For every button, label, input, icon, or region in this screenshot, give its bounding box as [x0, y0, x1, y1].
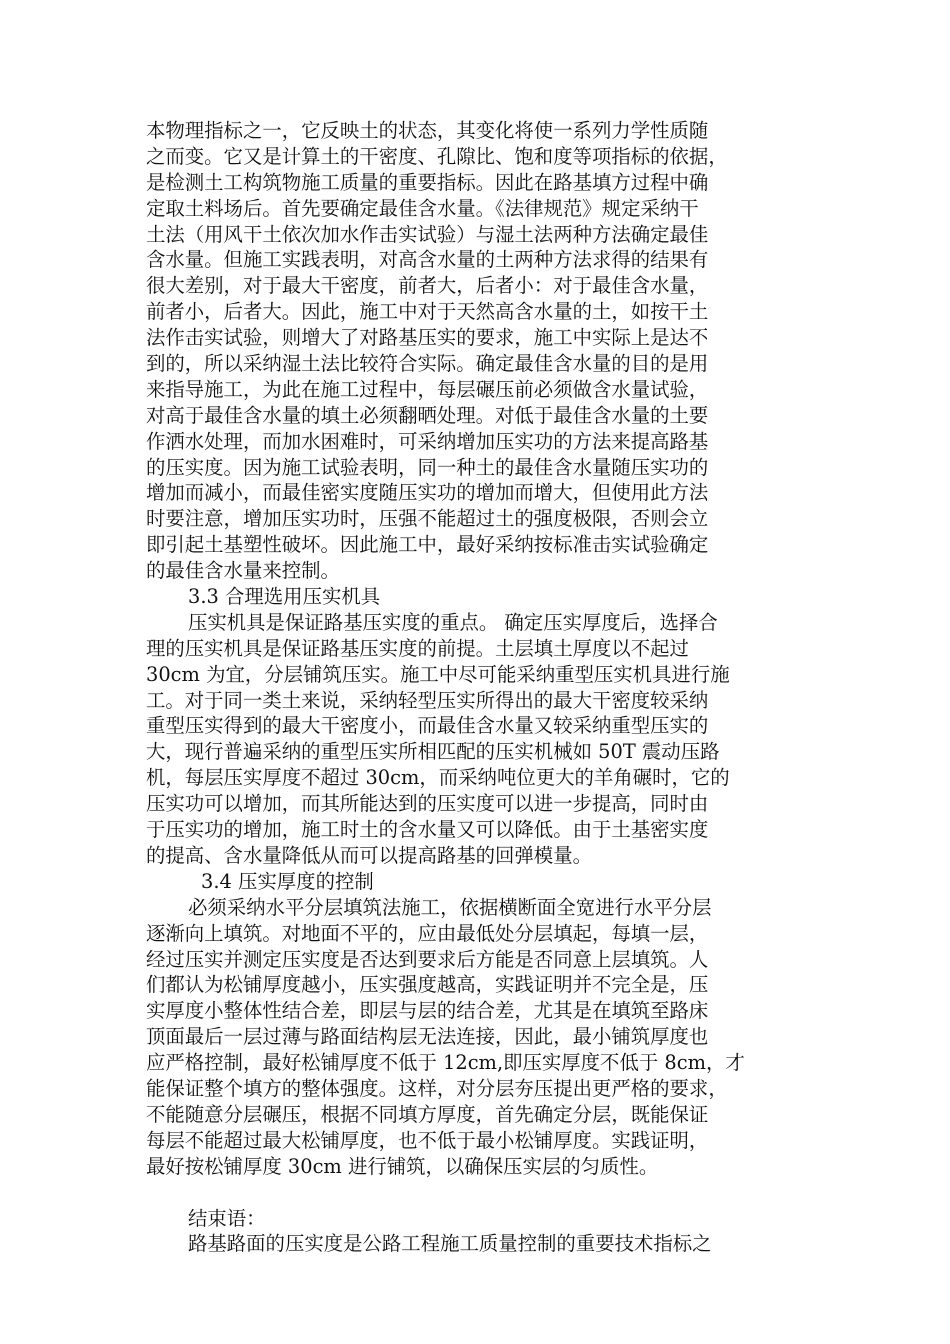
paragraph-line: 定取土料场后。首先要确定最佳含水量。《法律规范》规定采纳干	[146, 196, 699, 220]
paragraph-line: 来指导施工，为此在施工过程中，每层碾压前必须做含水量试验，	[146, 377, 709, 401]
paragraph-line: 即引起土基塑性破坏。因此施工中，最好采纳按标准击实试验确定	[146, 533, 709, 557]
paragraph-line: 最好按松铺厚度 30cm 进行铺筑，以确保压实层的匀质性。	[146, 1154, 659, 1178]
paragraph-line: 作洒水处理，而加水困难时，可采纳增加压实功的方法来提高路基	[146, 429, 709, 453]
paragraph-line: 每层不能超过最大松铺厚度，也不低于最小松铺厚度。实践证明，	[146, 1128, 709, 1152]
paragraph-line: 的提高、含水量降低从而可以提高路基的回弹模量。	[146, 843, 592, 867]
paragraph-line: 理的压实机具是保证路基压实度的前提。土层填土厚度以不起过	[146, 636, 689, 660]
conclusion-heading: 结束语：	[188, 1206, 266, 1230]
paragraph-line: 机，每层压实厚度不超过 30cm，而采纳吨位更大的羊角碾时，它的	[146, 766, 730, 790]
section-3-3-paragraph	[146, 610, 808, 869]
paragraph-line: 对高于最佳含水量的填土必须翻晒处理。对低于最佳含水量的土要	[146, 403, 709, 427]
paragraph-line: 压实功可以增加，而其所能达到的压实度可以进一步提高，同时由	[146, 792, 709, 816]
paragraph-line: 的最佳含水量来控制。	[146, 559, 340, 583]
conclusion-paragraph	[146, 1231, 808, 1257]
paragraph-line: 增加而减小，而最佳密实度随压实功的增加而增大，但使用此方法	[146, 481, 709, 505]
paragraph-line: 实厚度小整体性结合差，即层与层的结合差，尤其是在填筑至路床	[146, 999, 709, 1023]
section-heading-3-4: 3.4 压实厚度的控制	[201, 869, 374, 893]
section-heading-3-3: 3.3 合理选用压实机具	[188, 585, 381, 609]
paragraph-line: 到的，所以采纳湿土法比较符合实际。确定最佳含水量的目的是用	[146, 352, 709, 376]
paragraph-line: 经过压实并测定压实度是否达到要求后方能是否同意上层填筑。人	[146, 947, 709, 971]
paragraph-line: 能保证整个填方的整体强度。这样，对分层夯压提出更严格的要求，	[146, 1076, 728, 1100]
paragraph-line: 土法（用风干土依次加水作击实试验）与湿土法两种方法确定最佳	[146, 222, 709, 246]
section-3-4-paragraph	[146, 895, 808, 1180]
paragraph-line: 前者小，后者大。因此，施工中对于天然高含水量的土，如按干土	[146, 300, 709, 324]
paragraph-line: 时要注意，增加压实功时，压强不能超过土的强度极限，否则会立	[146, 507, 709, 531]
paragraph-line: 应严格控制，最好松铺厚度不低于 12cm,即压实厚度不低于 8cm，才	[146, 1051, 745, 1075]
paragraph-line: 于压实功的增加，施工时土的含水量又可以降低。由于土基密实度	[146, 818, 709, 842]
paragraph-line: 逐渐向上填筑。对地面不平的，应由最低处分层填起，每填一层，	[146, 921, 709, 945]
paragraph-line: 不能随意分层碾压，根据不同填方厚度，首先确定分层，既能保证	[146, 1102, 709, 1126]
paragraph-line: 工。对于同一类土来说，采纳轻型压实所得出的最大干密度较采纳	[146, 688, 709, 712]
paragraph-line: 之而变。它又是计算土的干密度、孔隙比、饱和度等项指标的依据，	[146, 144, 728, 168]
paragraph-line: 是检测土工构筑物施工质量的重要指标。因此在路基填方过程中确	[146, 170, 709, 194]
intro-paragraph	[146, 118, 808, 584]
paragraph-line: 本物理指标之一，它反映土的状态，其变化将使一系列力学性质随	[146, 119, 709, 142]
paragraph-line: 们都认为松铺厚度越小，压实强度越高，实践证明并不完全是，压	[146, 973, 709, 997]
paragraph-line: 必须采纳水平分层填筑法施工，依据横断面全宽进行水平分层	[188, 895, 712, 919]
paragraph-line: 的压实度。因为施工试验表明，同一种土的最佳含水量随压实功的	[146, 455, 709, 479]
paragraph-line: 含水量。但施工实践表明，对高含水量的土两种方法求得的结果有	[146, 248, 709, 272]
paragraph-line: 重型压实得到的最大干密度小，而最佳含水量又较采纳重型压实的	[146, 714, 709, 738]
document-page	[146, 118, 808, 1257]
paragraph-line: 顶面最后一层过薄与路面结构层无法连接，因此，最小铺筑厚度也	[146, 1025, 709, 1049]
paragraph-line: 大，现行普遍采纳的重型压实所相匹配的压实机械如 50T 震动压路	[146, 740, 720, 764]
paragraph-line: 压实机具是保证路基压实度的重点。 确定压实厚度后，选择合	[188, 610, 718, 634]
paragraph-line: 很大差别，对于最大干密度，前者大，后者小：对于最佳含水量，	[146, 274, 709, 298]
paragraph-line: 法作击实试验，则增大了对路基压实的要求，施工中实际上是达不	[146, 326, 709, 350]
paragraph-line: 30cm 为宜，分层铺筑压实。施工中尽可能采纳重型压实机具进行施	[146, 662, 730, 686]
paragraph-line: 路基路面的压实度是公路工程施工质量控制的重要技术指标之	[188, 1232, 712, 1256]
blank-line	[146, 1180, 808, 1206]
